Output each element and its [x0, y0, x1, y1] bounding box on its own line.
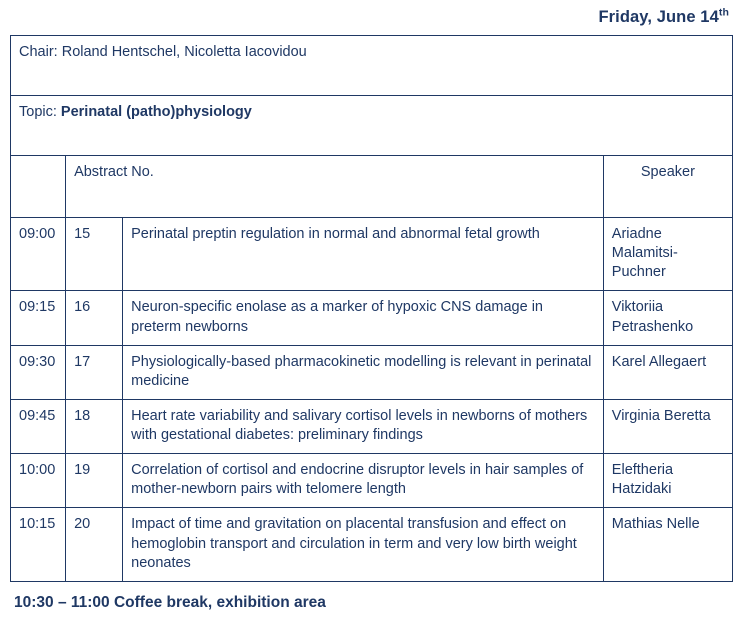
session-title: Heart rate variability and salivary cortisol levels in newborns of mothers with gestational diabetes: preliminary findings [123, 399, 604, 453]
session-speaker: Ariadne Malamitsi-Puchner [603, 218, 732, 291]
table-header-row [11, 156, 733, 218]
session-speaker: Karel Allegaert [603, 345, 732, 399]
coffee-break-note: 10:30 – 11:00 Coffee break, exhibition area [14, 593, 326, 611]
session-title: Physiologically-based pharmacokinetic modelling is relevant in perinatal medicine [123, 345, 604, 399]
session-abstract-no: 20 [66, 508, 123, 581]
table-row [11, 291, 733, 345]
session-abstract-no: 19 [66, 454, 123, 508]
session-speaker: Eleftheria Hatzidaki [603, 454, 732, 508]
session-title: Correlation of cortisol and endocrine disruptor levels in hair samples of mother-newborn pairs with telomere length [123, 454, 604, 508]
session-time: 09:15 [11, 291, 66, 345]
table-row [11, 218, 733, 291]
topic-label: Topic: [19, 104, 61, 120]
chair-names: Roland Hentschel, Nicoletta Iacovidou [61, 44, 307, 60]
date-superscript: th [718, 6, 729, 19]
session-abstract-no: 16 [66, 291, 123, 345]
session-title: Neuron-specific enolase as a marker of hypoxic CNS damage in preterm newborns [123, 291, 604, 345]
table-row [11, 399, 733, 453]
column-header-time [11, 156, 66, 218]
session-title: Impact of time and gravitation on placental transfusion and effect on hemoglobin transport and circulation in term and very low birth weight neonates [123, 508, 604, 581]
table-row [11, 345, 733, 399]
table-row [11, 454, 733, 508]
session-table [10, 35, 733, 582]
chair-cell [11, 36, 733, 96]
topic-row [11, 96, 733, 156]
table-row [11, 508, 733, 581]
session-speaker: Mathias Nelle [603, 508, 732, 581]
session-time: 10:00 [11, 454, 66, 508]
session-abstract-no: 18 [66, 399, 123, 453]
session-abstract-no: 17 [66, 345, 123, 399]
session-title: Perinatal preptin regulation in normal and abnormal fetal growth [123, 218, 604, 291]
session-table-body [11, 36, 733, 582]
session-time: 10:15 [11, 508, 66, 581]
chair-row [11, 36, 733, 96]
date-text: Friday, June 14 [598, 8, 719, 26]
column-header-speaker: Speaker [603, 156, 732, 218]
session-speaker: Virginia Beretta [603, 399, 732, 453]
date-heading [10, 0, 735, 35]
session-time: 09:00 [11, 218, 66, 291]
column-header-abstract-no: Abstract No. [66, 156, 604, 218]
session-time: 09:30 [11, 345, 66, 399]
session-time: 09:45 [11, 399, 66, 453]
session-abstract-no: 15 [66, 218, 123, 291]
topic-cell [11, 96, 733, 156]
session-speaker: Viktoriia Petrashenko [603, 291, 732, 345]
topic-value: Perinatal (patho)physiology [60, 104, 252, 120]
chair-label: Chair: [19, 44, 62, 60]
